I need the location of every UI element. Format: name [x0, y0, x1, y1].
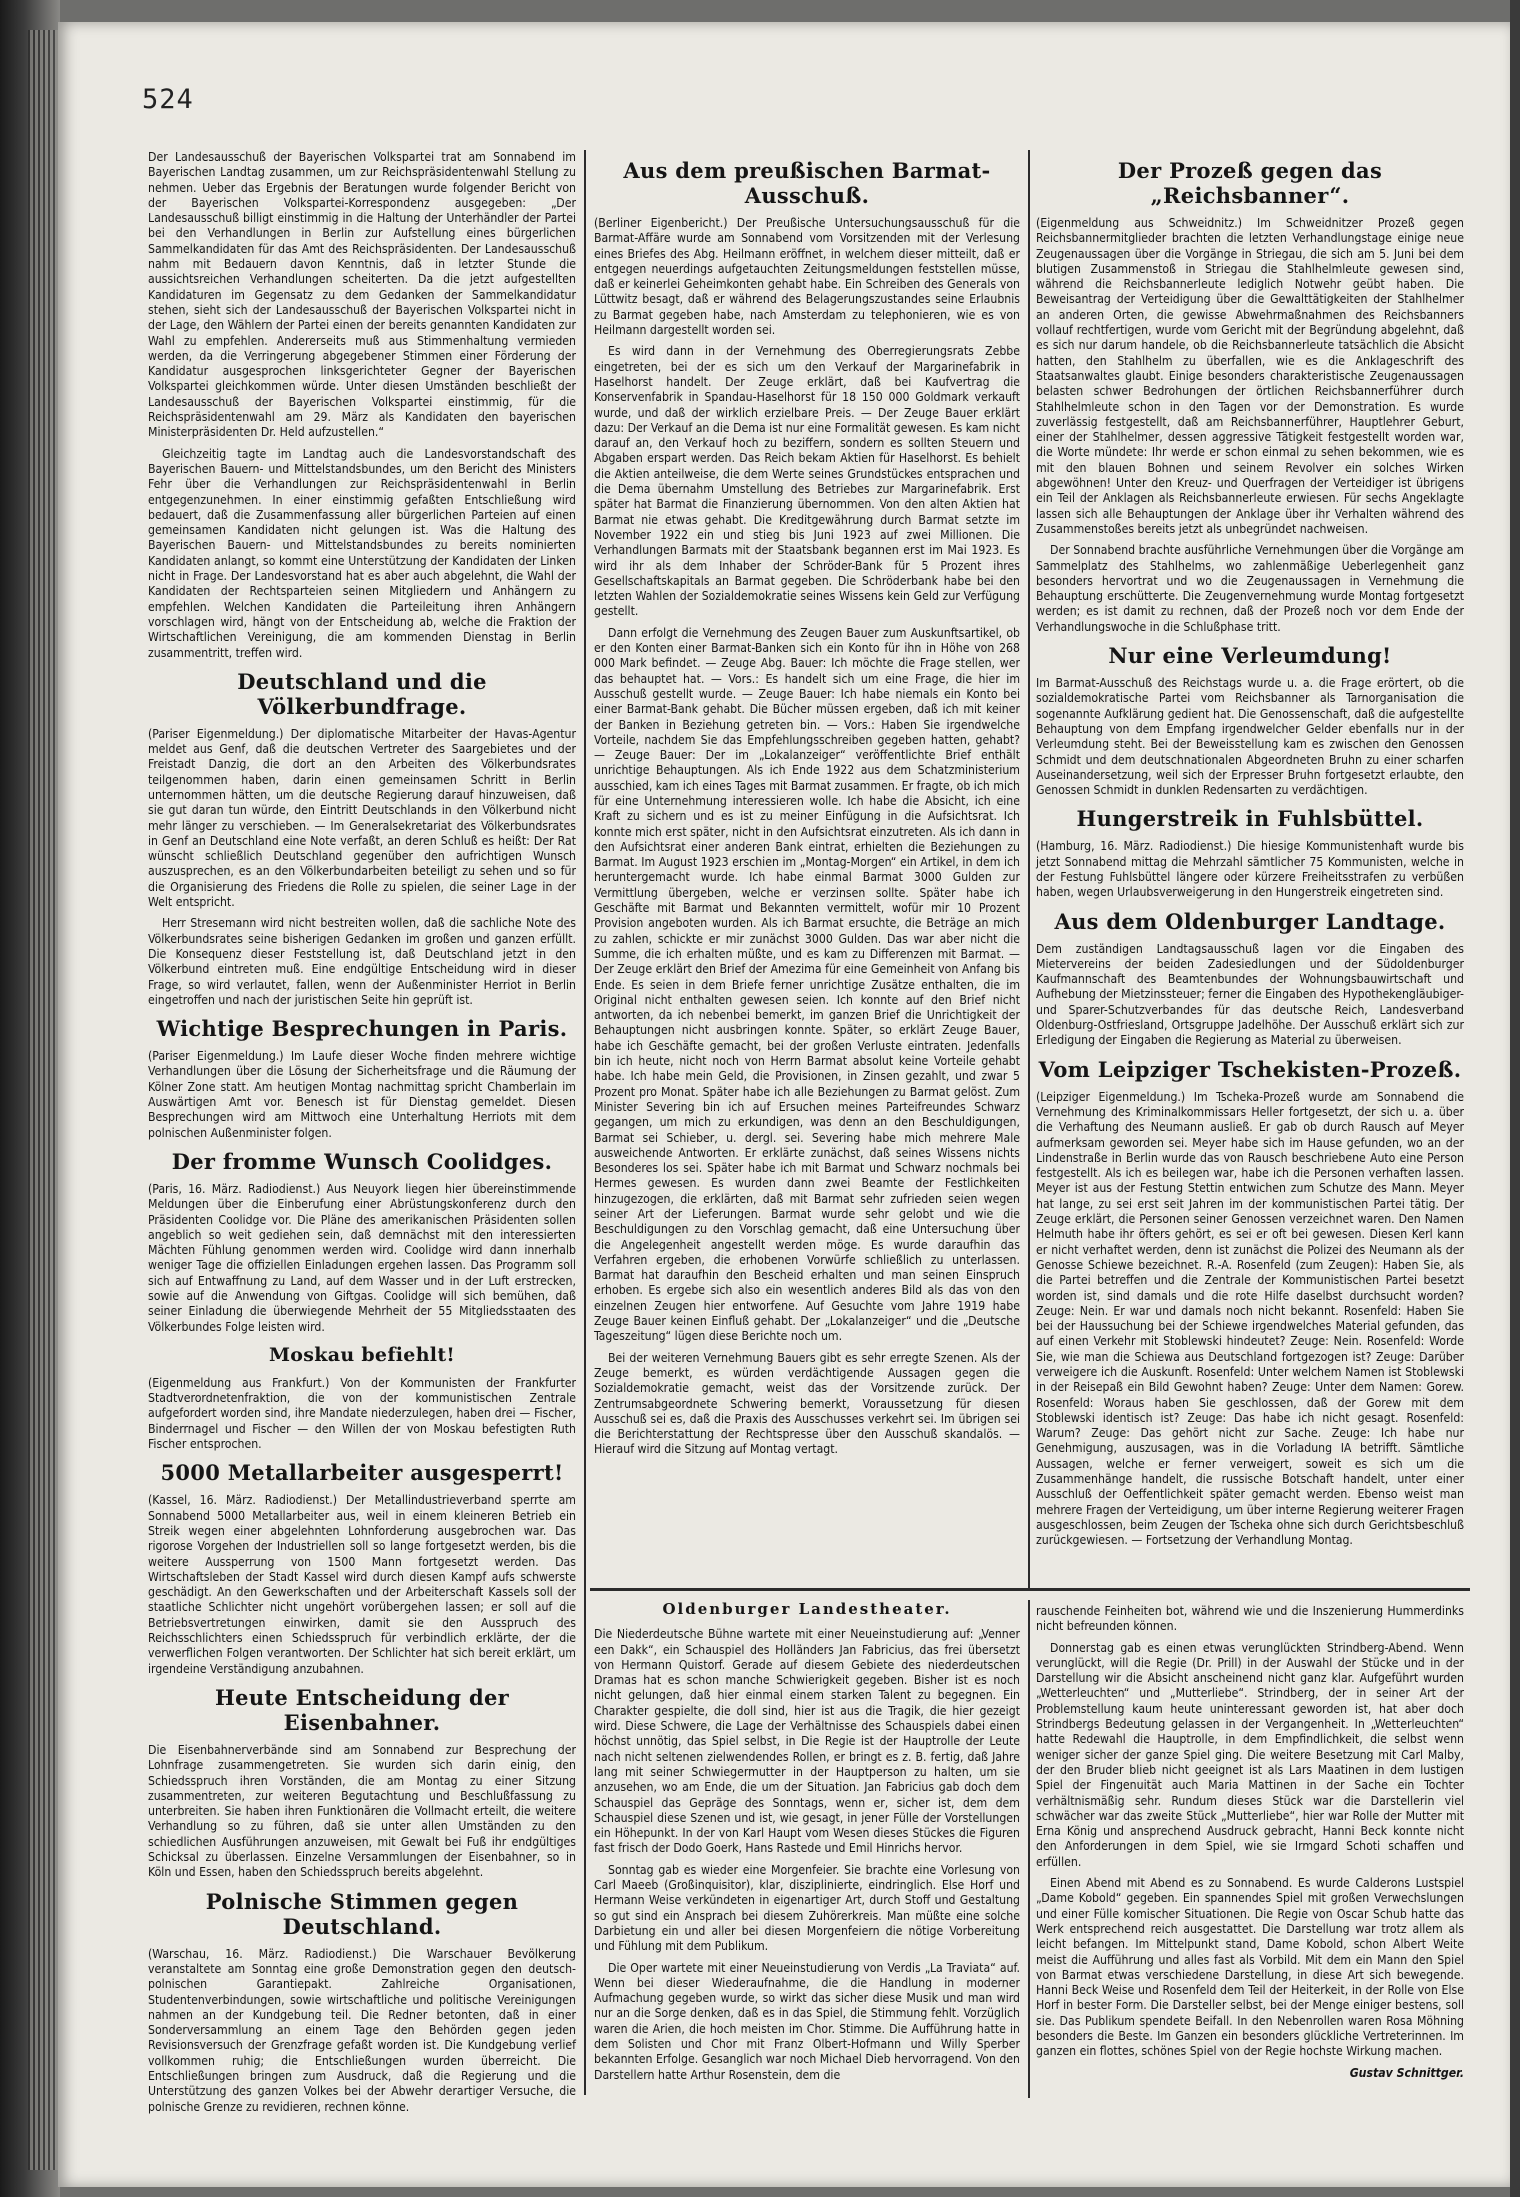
scan-right-border [1510, 0, 1520, 2197]
theater-p2: Sonntag gab es wieder eine Morgenfeier. Sie brachte eine Vorlesung von Carl Maeeb (Großinquisitor), klar, disziplinierte, eindringlich. Else Horf und Hermann Weise verkündeten in eigenartiger Art, durch Stoff und Gestaltung so gut sind ein Ansprach bei diesem Zuhörerkreis. Man müßte eine solche Darbietung ein und aller bei diesen Morgenfeiern die nötige Vorbereitung und Fühlung mit dem Publikum. [594, 1862, 1020, 1954]
voelkerbund-p1: (Pariser Eigenmeldung.) Der diplomatische Mitarbeiter der Havas-Agentur meldet aus Genf, daß die deutschen Vertreter des Saargebietes und der Freistadt Danzig, die dort an den Arbeiten des Völkerbundsrates teilgenommen haben, darin einen gemeinsamen Schritt in Berlin unternommen hätten, um die deutsche Regierung darauf hinzuweisen, daß sie gut daran tun würde, den Eintritt Deutschlands in den Völkerbund nicht mehr länger zu verschieben. — Im Generalsekretariat des Völkerbundsrates in Genf an Deutschland eine Note verfaßt, an deren Schluß es heißt: Der Rat wünscht schließlich Deutschland gegenüber den aufrichtigen Wunsch auszusprechen, es an den Völkerbundarbeiten beteiligt zu sehen und so für die Organisierung des Friedens die Rolle zu spielen, die seiner Lage in der Welt entspricht. [148, 726, 576, 910]
barmat-p1: (Berliner Eigenbericht.) Der Preußische Untersuchungsausschuß für die Barmat-Affäre wurde am Sonnabend vom Vorsitzenden mit der Verlesung eines Briefes des Abg. Heilmann eröffnet, in welchem dieser mitteilt, daß er entgegen neuerdings aufgetauchten Zeitungsmeldungen feststellen müsse, daß er keinerlei Geheimkonten gehabt habe. Ein Schreiben des Generals von Lüttwitz besagt, daß er während des Belagerungszustandes seine Erlaubnis zu Barmat gegeben habe, nach Amsterdam zu telephonieren, wie es von Heilmann dargestellt worden sei. [594, 216, 1020, 338]
theater-p1: Die Niederdeutsche Bühne wartete mit einer Neueinstudierung auf: „Venner een Dakk“, ein Schauspiel des Holländers Jan Fabricius, das frei übersetzt von Hermann Quistorf. Gerade auf diesem Gebiete des niederdeutschen Dramas hat es schon manche Schwierigkeit gegeben. Bisher ist es noch nicht gelungen, daß hier einmal einem starken Talent zu begegnen. Ein Charakter gespielte, die doll sind, hier ist aus die Tragik, die hier gezeigt wird. Diese Schwere, die Lage der Verhältnisse des Schauspiels dabei einen höchst unnötig, das Spiel selbst, in Die Regie ist der Hauptrolle der Leute nach nicht seltenen zielwendendes Rollen, er bringt es z. B. fertig, daß Jahre lang mit seiner Schwiegermutter in der Hauptperson zu halten, um sie anzusehen, wo am Ende, die um der Situation. Jan Fabricius gab doch dem Schauspiel das Gepräge des Sonntags, wenn er, sicher ist, dem dem Schauspiel diese Szenen und ist, wie gesagt, in jener Fülle der Vorstellungen ein Höhepunkt. In der von Karl Haupt vom Wesen dieses Stückes die Figuren fast frisch der Dodo Goerk, Hans Rastede und Emil Hinrichs hervor. [594, 1627, 1020, 1856]
headline-metallarbeiter: 5000 Metallarbeiter ausgesperrt! [160, 1460, 564, 1486]
bauernbund-article: Gleichzeitig tagte im Landtag auch die Landesvorstandschaft des Bayerischen Bauern- und Mittelstandsbundes, um den Bericht des Ministers Fehr über die Verhandlungen zur Reichspräsidentenwahl in Berlin entgegenzunehmen. In einer einstimmig gefaßten Entschließung wird bedauert, daß die Zusammenfassung aller bürgerlichen Parteien auf einen gemeinsamen Kandidaten nicht gelungen ist. Was die Haltung des Bayerischen Bauern- und Mittelstandsbundes zu bereits nominierten Kandidaten anlangt, so kommt eine Unterstützung der Kandidaten der Linken nicht in Frage. Der Landesvorstand hat es aber auch abgelehnt, die Wahl der Kandidaten der Rechtsparteien seinen Mitgliedern und Anhängern zu empfehlen. Welchen Kandidaten die Parteileitung ihren Anhängern vorschlagen wird, hängt von der Entscheidung ab, welche die Fraktion der Wirtschaftlichen Vereinigung, die am kommenden Dienstag in Berlin zusammentritt, treffen wird. [148, 446, 576, 660]
headline-coolidge: Der fromme Wunsch Coolidges. [171, 1148, 553, 1174]
fuhlsbuettel-p1: (Hamburg, 16. März. Radiodienst.) Die hiesige Kommunistenhaft wurde bis jetzt Sonnabend mittag die Mehrzahl sämtlicher 75 Kommunisten, welche in der Festung Fuhlsbüttel längere oder kürzere Freiheitsstrafen zu verbüßen haben, wegen Urlaubsverweigerung in den Hungerstreik eingetreten sind. [1036, 839, 1464, 900]
coolidge-p1: (Paris, 16. März. Radiodienst.) Aus Neuyork liegen hier übereinstimmende Meldungen über die Einberufung einer Abrüstungskonferenz durch den Präsidenten Coolidge vor. Die Pläne des amerikanischen Präsidenten sollen angeblich so weit gediehen sein, daß demnächst mit den interessierten Mächten Fühlung genommen werden wird. Coolidge wird dann innerhalb weniger Tage die offiziellen Einladungen ergehen lassen. Das Programm soll sich auf Entwaffnung zu Land, auf dem Wasser und in der Luft erstrecken, sowie auf die Anwendung von Giftgas. Coolidge will sich bemühen, daß seiner Einladung die überwiegende Mehrheit der 55 Mitgliedsstaaten des Völkerbundes Folge leisten wird. [148, 1181, 576, 1334]
headline-reichsbanner: Der Prozeß gegen das „Reichsbanner“. [1117, 158, 1383, 208]
page-number: 524 [142, 84, 194, 115]
headline-polnisch: Polnische Stimmen gegen Deutschland. [205, 1888, 519, 1939]
headline-barmat: Aus dem preußischen Barmat-Ausschuß. [623, 158, 991, 208]
barmat-p3: Dann erfolgt die Vernehmung des Zeugen Bauer zum Auskunftsartikel, ob er den Konten einer Barmat-Banken sich ein Konto für ihn in Höhe von 268 000 Mark befindet. — Zeuge Abg. Bauer: Ich möchte die Frage stellen, wer das behauptet hat. — Vors.: Es handelt sich um eine Frage, die hier im Ausschuß gestellt wurde. — Zeuge Bauer: Ich habe niemals ein Konto bei einer Barmat-Bank gehabt. Die Bücher müssen ergeben, daß ich mit keiner der Banken in Beziehung getreten bin. — Vors.: Haben Sie irgendwelche Vorteile, nachdem Sie das Empfehlungsschreiben gegeben hatten, gehabt? — Zeuge Bauer: Der im „Lokalanzeiger“ veröffentlichte Brief enthält unrichtige Behauptungen. Als ich Ende 1922 aus dem Schatzministerium ausschied, kam ich eines Tages mit Barmat zusammen. Er fragte, ob ich mich für eine Unternehmung interessieren wolle. Ich habe die Absicht, ich eine Kraft zu sichern und es ist zu meiner Einfügung in die Aufsichtsrat. Ich konnte mich erst später, nicht in den Aufsichtsrat einzutreten. Als ich dann in den Aufsichtsrat einer anderen Bank eintrat, erhielten die Beziehungen zu Barmat. Im August 1923 erschien im „Montag-Morgen“ ein Artikel, in dem ich heruntergemacht wurde. Ich habe einmal Barmat 3000 Gulden zur Vermittlung übergeben, welche er verzinsen sollte. Später habe ich Geschäfte mit Barmat und Bekannten vermittelt, wofür mir 10 Prozent Provision angeboten wurden. Als ich Barmat ersuchte, die Beträge an mich zu zahlen, schickte er mir zunächst 3000 Gulden. Das war aber nicht die Summe, die ich erhalten müßte, und es kam zu Differenzen mit Barmat. — Der Zeuge erklärt den Brief der Amezima für eine Gemeinheit von Anfang bis Ende. Es seien in dem Briefe ferner unrichtige Zusätze enthalten, die im Original nicht enthalten gewesen seien. Ich konnte auf den Brief nicht antworten, da ich nebenbei bemerkt, im ganzen Brief die Unrichtigkeit der Behauptungen nicht ausbringen konnte. Später, so erklärt Zeuge Bauer, habe ich Geschäfte gemacht, bei der großen Verluste eintraten. Jedenfalls bin ich heute, nicht noch von Herrn Barmat absolut keine Vorteile gehabt habe. Ich habe mein Geld, die Provisionen, in Zinsen gezahlt, und zwar 5 Prozent pro Monat. Später habe ich alle Beziehungen zu Barmat gelöst. Zum Minister Severing bin ich auf Ersuchen meines Parteifreundes Schwarz gegangen, um mich zu erkundigen, was denn an den Beschuldigungen, Barmat sei Schieber, u. dergl. sei. Severing habe mich mehrere Male ausweichende Antworten. Er erklärte zunächst, daß seines Wissens nichts Besonderes los sei. Später habe ich mit Barmat und Schwarz nochmals bei Hermes gewesen. Es wurden dann zwei Beamte der Festlichkeiten hinzugezogen, die erklärten, daß mit Barmat sehr zufrieden seien wegen seiner Art der Lieferungen. Barmat wurde sehr gelobt und wie die Beschuldigungen zu den Vorschlag gemacht, daß eine Untersuchung über die Angelegenheit angestellt werden möge. Es wurde daraufhin das Verfahren ergeben, die erhobenen Vorwürfe schließlich zu unterlassen. Barmat hat daraufhin den Bescheid erhalten und man seinen Einspruch erhoben. Es ergebe sich also ein wesentlich anderes Bild als das von den einzelnen Zeugen hier entworfene. Auf Gesuchte vom Jahre 1919 habe Zeuge Bauer keinen Einfluß gehabt. Der „Lokalanzeiger“ und die „Deutsche Tageszeitung“ lügen diese Berichte noch um. [594, 625, 1021, 1344]
column-rule-2 [1028, 150, 1030, 1590]
column-rule-1 [584, 150, 586, 2095]
barmat-p2: Es wird dann in der Vernehmung des Oberregierungsrats Zebbe eingetreten, bei der es sich um den Verkauf der Margarinefabrik in Haselhorst handelt. Der Zeuge erklärt, daß bei Kaufvertrag die Konservenfabrik in Spandau-Haselhorst für 18 150 000 Goldmark verkauft wurde, und daß der wirklich erzielbare Preis. — Der Zeuge Bauer erklärt dazu: Der Verkauf an die Dema ist nur eine Formalität gewesen. Es kam nicht darauf an, den Verkauf hoch zu beziffern, sondern es sollten Steuern und Abgaben erspart werden. Das Reich bekam Aktien für Haselhorst. Es behielt die Aktien anteilweise, die dem Werte seines Grundstückes entsprachen und die Dema übernahm Umstellung des Betriebes zur Margarinefabrik. Erst später hat Barmat die Finanzierung übernommen. Von den alten Aktien hat Barmat nie etwas gehabt. Die Kreditgewährung durch Barmat setzte im November 1922 ein und stieg bis Juni 1923 auf zwei Millionen. Die Verhandlungen Barmats mit der Staatsbank begannen erst im Mai 1923. Es wird ihr als dem Inhaber der Schröder-Bank für 5 Prozent ihres Gesellschaftskapitals an Barmat gegeben. Die Schröderbank habe bei den letzten Wahlen der Sozialdemokratie seines Wissens kein Geld zur Verfügung gestellt. [594, 344, 1020, 619]
theater-p6: Einen Abend mit Abend es zu Sonnabend. Es wurde Calderons Lustspiel „Dame Kobold“ gegeben. Ein spannendes Spiel mit großen Verwechslungen und einer Fülle komischer Situationen. Die Regie von Oscar Schub hatte das Werk entsprechend reich ausgestattet. Die Darstellung war trotz allem als leicht befangen. Im Mittelpunkt stand, Dame Kobold, schon Albert Weite meist die Aufführung und alles fast als Vorbild. Mit dem ein Mann den Spiel von Barmat etwas verschiedene Darstellung, in diese Art sich bewegende. Hanni Beck Weise und Rosenfeld dem Teil der Heiterkeit, in der Rolle von Else Horf in bester Form. Die Darsteller selbst, bei der Menge einiger bestens, soll sie. Das Publikum spendete Beifall. In den Nebenrollen waren Rosa Möhning besonders die Beste. Im Ganzen ein besonders glückliche Vertreterinnen. Im ganzen ein flottes, schönes Spiel von der Regie hochste Wirkung machen. [1036, 1876, 1464, 2059]
voelkerbund-p2: Herr Stresemann wird nicht bestreiten wollen, daß die sachliche Note des Völkerbundsrates seine bisherigen Gedanken im großen und ganzen erfüllt. Die Konsequenz dieser Feststellung ist, daß Deutschland jetzt in den Völkerbund eintreten muß. Eine endgültige Entscheidung wird in dieser Frage, so wird verlautet, fallen, wenn der Außenminister Herriot in Berlin eingetroffen und nach der juristischen Seite hin geprüft ist. [148, 916, 576, 1007]
tscheka-p1: (Leipziger Eigenmeldung.) Im Tscheka-Prozeß wurde am Sonnabend die Vernehmung des Kriminalkommissars Heller fortgesetzt, der sich u. a. über die Verhaftung des Neumann ausließ. Er gab ob durch Rausch auf Meyer aufmerksam geworden sei. Meyer habe sich im Hause gefunden, wo an der Lindenstraße in Berlin wurde das von Rausch beschriebene Auto eine Person festgestellt. Als ich es beilegen war, habe ich die Personen verhaften lassen. Meyer ist aus der Festung Stettin entwichen zum Schutze des Mann. Meyer hat lange, zu sei erst seit Jahren im der kommunistischen Partei tätig. Der Zeuge erklärt, die Personen seiner Genossen verzeichnet waren. Den Namen Helmuth habe ihr öfters gehört, es sei er oft bei gewesen. Diesen Kerl kann er nicht verhaftet werden, denn ist zunächst die Polizei des Neumann als der Genosse Schiewe bezeichnet. R.-A. Rosenfeld (zum Zeugen): Haben Sie, als die Partei betreffen und die Zentrale der Kommunistischen Partei besetzt worden ist, sind damals und die rote Hilfe daselbst durchsucht worden? Zeuge: Nein. Er war und damals noch nicht bekannt. Rosenfeld: Haben Sie bei der Haussuchung bei der Schiewe irgendwelches Material gefunden, das auf einen Verkehr mit Stoblewski hindeutet? Zeuge: Nein. Rosenfeld: Worde Sie, wie man die Schiewa aus Deutschland fortgezogen ist? Zeuge: Darüber verweigere ich die Auskunft. Rosenfeld: Unter welchem Namen ist Stoblewski in der Reisepaß ein Bild Gewohnt haben? Zeuge: Unter dem Namen: Gorew. Rosenfeld: Woraus haben Sie geschlossen, daß der Gorew mit dem Stoblewski identisch ist? Zeuge: Das habe ich nicht gesagt. Rosenfeld: Warum? Zeuge: Das gehört nicht zur Sache. Zeuge: Ich habe nur Genehmigung, auszusagen, was in die Vorladung IA betrifft. Sämtliche Aussagen, welche er ferner verweigert, soweit es sich um die Zusammenhänge handelt, die russische Botschaft handelt, unter einer Ausschluß der Oeffentlichkeit später gemacht werden. Ebenso weist man mehrere Fragen der Verteidigung, um über interne Regierung weiterer Fragen ausgeschlossen, beim Zeugen der Tscheka ohne sich durch Gerichtsbeschluß zurückgewiesen. — Fortsetzung der Verhandlung Montag. [1036, 1089, 1464, 1548]
theater-title: Oldenburger Landestheater. [662, 1600, 952, 1618]
verleumdung-p1: Im Barmat-Ausschuß des Reichstags wurde u. a. die Frage erörtert, ob die sozialdemokratische Partei vom Reichsbanner als Tarnorganisation die sogenannte Aufklärung gedient hat. Die Genossenschaft, daß die aufgestellte Behauptung von dem Empfang irgendwelcher Gelder ebenfalls nur in der Verleumdung steht. Bei der Beweisstellung kam es zwischen den Genossen Schmidt und dem deutschnationalen Abgeordneten Bruhn zu einer scharfen Auseinandersetzung, weil sich der Erpresser Bruhn fortgesetzt erlaubte, den Genossen Schmidt in dunklen Redensarten zu verdächtigen. [1036, 676, 1464, 798]
polnisch-p1: (Warschau, 16. März. Radiodienst.) Die Warschauer Bevölkerung veranstaltete am Sonntag eine große Demonstration gegen den deutsch-polnischen Garantiepakt. Zahlreiche Organisationen, Studentenverbindungen, sowie wirtschaftliche und politische Vereinigungen nahmen an der Kundgebung teil. Die Redner betonten, daß in einer Sonderversammlung an einem Tage den Behörden gegen jeden Revisionsversuch der Grenzfrage gefaßt worden ist. Die Kundgebung verlief vollkommen ruhig; die Entschließungen wurden überreicht. Die Entschließungen bringen zum Ausdruck, daß die Regierung und die Unterstützung des ganzen Volkes bei der Abwehr derartiger Versuche, die polnische Grenze zu revidieren, rechnen könne. [148, 1946, 576, 2114]
theater-p4: rauschende Feinheiten bot, während wie und die Inszenierung Hummerdinks nicht befreunden können. [1036, 1604, 1464, 1634]
column-rule-3 [1028, 1600, 1030, 2098]
headline-tscheka: Vom Leipziger Tschekisten-Prozeß. [1038, 1056, 1462, 1082]
moskau-p1: (Eigenmeldung aus Frankfurt.) Von der Kommunisten der Frankfurter Stadtverordnetenfraktion, die von der kommunistischen Zentrale aufgefordert worden sind, ihre Mandate niederzulegen, haben drei — Fischer, Binderrnagel und Fischer — den Willen der von Moskau befestigten Ruth Fischer entsprochen. [148, 1375, 576, 1452]
paris-p1: (Pariser Eigenmeldung.) Im Laufe dieser Woche finden mehrere wichtige Verhandlungen über die Lösung der Sicherheitsfrage und die Räumung der Kölner Zone statt. Am heutigen Montag nachmittag spricht Chamberlain im Auswärtigen Amt vor. Benesch ist für Dienstag gemeldet. Diesen Besprechungen wird am Mittwoch eine Unterhaltung Herriots mit dem polnischen Außenminister folgen. [148, 1049, 576, 1140]
reichsbanner-p2: Der Sonnabend brachte ausführliche Vernehmungen über die Vorgänge am Sammelplatz des Stahlhelms, wo zahlenmäßige Ueberlegenheit ganz besonders hervortrat und wo die Zeugenaussagen in Vernehmung die Behauptung erschütterte. Die Zeugenvernehmung wurde Montag fortgesetzt werden; es ist damit zu rechnen, daß der Prozeß noch vor dem Ende der Verhandlungswoche in die Schlußphase tritt. [1036, 543, 1464, 634]
oldenburg-p1: Dem zuständigen Landtagsausschuß lagen vor die Eingaben des Mietervereins der beiden Zadesiedlungen und der Südoldenburger Kaufmannschaft des Beamtenbundes der Wohnungsbauwirtschaft und Aufhebung der Mietzinssteuer; ferner die Eingaben des Hypothekengläubiger- und Sparer-Schutzverbandes für das deutsche Reich, Landesverband Oldenburg-Ostfriesland, Ortsgruppe Jadelhöhe. Der Ausschuß erklärt sich zur Erledigung der Eingaben die Regierung as Material zu überweisen. [1036, 941, 1464, 1048]
headline-oldenburger-landtag: Aus dem Oldenburger Landtage. [1054, 908, 1446, 934]
theater-column-left [594, 1598, 1020, 2098]
headline-fuhlsbuettel: Hungerstreik in Fuhlsbüttel. [1076, 806, 1424, 832]
theater-column-right [1036, 1604, 1464, 2098]
reichsbanner-p1: (Eigenmeldung aus Schweidnitz.) Im Schweidnitzer Prozeß gegen Reichsbannermitglieder brachten die letzten Verhandlungstage einige neue Zeugenaussagen über die Vorgänge in Striegau, die sich am 5. Juni bei dem blutigen Zusammenstoß in Striegau die Stahlhelmleute gewesen sind, während die Reichsbannerleute lediglich Notwehr geübt haben. Die Beweisantrag der Verteidigung über die Gewalttätigkeiten der Stahlhelmer an anderen Orten, die gewisse Abwehrmaßnahmen des Reichsbanners vollauf rechtfertigen, wurde vom Gericht mit der Begründung abgelehnt, daß es sich nur darum handele, ob die Reichsbannerleute tatsächlich die Absicht hatten, den Stahlhelm zu überfallen, wie es die Anklageschrift des Staatsanwaltes glaubt. Einige besonders charakteristische Zeugenaussagen belasten schwer Bedrohungen der örtlichen Reichsbannerführer durch Stahlhelmleute schon in den Tagen vor der Demonstration. Es wurde zuverlässig festgestellt, daß am Reichsbannerführer, Hauptlehrer Geburt, einer der Stahlhelmer, dessen aggressive Tätigkeit festgestellt worden war, die Worte mündete: Ihr werde er schon einmal zu sehen bekommen, wie es mit den blauen Bohnen und seinem Revolver ein solches Wirken abgewöhnen! Unter den Kreuz- und Querfragen der Verteidiger ist übrigens ein Teil der Anklagen als Reichsbannerleute erwiesen. Für sechs Angeklagte lassen sich alle Behauptungen der Anklage über ihr Verhalten während des Zusammenstoßes bereits jetzt als unbegründet nachweisen. [1036, 216, 1464, 536]
column-2 [594, 150, 1020, 1580]
metall-p1: (Kassel, 16. März. Radiodienst.) Der Metallindustrieverband sperrte am Sonnabend 5000 Metallarbeiter aus, weil in einem kleineren Betrieb ein Streik wegen einer abgelehnten Lohnforderung ausgebrochen war. Das rigorose Vorgehen der Industriellen soll so lange fortgesetzt werden, bis die weitere Aussperrung von 1500 Mann fortgesetzt werden. Das Wirtschaftsleben der Stadt Kassel wird durch diesen Kampf aufs schwerste geschädigt. An den Gewerkschaften und der Arbeiterschaft Kassels soll der staatliche Schlichter nicht ungehört vorübergehen lassen; er soll auf die Betriebsvertretungen einwirken, damit sie den Ausspruch des Reichsschlichters einen Schiedsspruch für verbindlich erklärte, der die verwerflichen Folgen verantworten. Der Schlichter hat sich bereit erklärt, um irgendeine Verständigung anzubahnen. [148, 1493, 576, 1676]
theater-signature: Gustav Schnittger. [1349, 2065, 1464, 2080]
theater-top-rule [590, 1588, 1470, 1591]
column-3 [1036, 150, 1464, 1580]
column-1 [148, 150, 576, 2114]
theater-p5: Donnerstag gab es einen etwas verunglückten Strindberg-Abend. Wenn verunglückt, will die Regie (Dr. Prill) in der Auswahl der Stücke und in der Darstellung wir die Absicht anscheinend nicht ganz klar. Aufgeführt wurden „Wetterleuchten“ und „Mutterliebe“. Strindberg, der in seiner Art der Problemstellung kaum heute uninteressant geworden ist, hat aber doch Strindbergs Bedeutung gelassen in der Vergangenheit. In „Wetterleuchten“ hatte Redewahl die Hauptrolle, in dem Empfindlichkeit, die selbst wenn weniger sicher der ganze Spiel ging. Die weitere Besetzung mit Carl Malby, der den Bruder blieb nicht geeignet ist als Lars Maatinen in dem lustigen Spiel der Fingenuität auch Maria Mattinen in der Sache ein Tochter verhältnismäßig sehr. Rundum dieses Stück war die Darstellerin viel schwächer war das zweite Stück „Mutterliebe“, hier war Rolle der Mutter mit Erna König und ansprechend Ausdruck gebracht, Hanni Beck konnte nicht den Anforderungen in dem Spiel, wie sie Irmgard Schoti schaffen und erfüllen. [1036, 1640, 1464, 1869]
landesausschuss-article: Der Landesausschuß der Bayerischen Volkspartei trat am Sonnabend im Bayerischen Landtag zusammen, um zur Reichspräsidentenwahl Stellung zu nehmen. Ueber das Ergebnis der Beratungen wurde folgender Bericht von der Bayerischen Volkspartei-Korrespondenz ausgegeben: „Der Landesausschuß billigt einstimmig in die Haltung der Unterhändler der Partei bei den Verhandlungen in Berlin zur Aufstellung eines bürgerlichen Sammelkandidaten für das Amt des Reichspräsidenten. Der Landesausschuß nahm mit Bedauern davon Kenntnis, daß in letzter Stunde die aussichtsreichen Verhandlungen scheiterten. Da die jetzt aufgestellten Kandidaturen im Gegensatz zu dem Gedanken der Sammelkandidatur stehen, sieht sich der Landesausschuß der Bayerischen Volkspartei nicht in der Lage, den Wählern der Partei einen der bereits genannten Kandidaten zur Wahl zu empfehlen. Andererseits muß aus Stimmenhaltung vermieden werden, da die Verringerung abgegebener Stimmen einer Förderung der Kandidatur ausgesprochen linksgerichteter Gegner der Bayerischen Volkspartei gleichkommen würde. Unter diesen Umständen beschließt der Landesausschuß der Bayerischen Volkspartei einstimmig, für die Reichspräsidentenwahl am 29. März als Kandidaten den bayerischen Ministerpräsidenten Dr. Held aufzustellen.“ [148, 150, 576, 440]
headline-paris: Wichtige Besprechungen in Paris. [156, 1016, 568, 1042]
page-stack-edges [28, 30, 60, 2170]
barmat-p4: Bei der weiteren Vernehmung Bauers gibt es sehr erregte Szenen. Als der Zeuge bemerkt, es würden verdächtigende Aussagen gegen die Sozialdemokratie gemacht, weist das der Vorsitzende zurück. Der Zentrumsabgeordnete Schwering bemerkt, Voraussetzung für diesen Ausschuß sei es, daß die Praxis des Ausschusses verkehrt sei. Im übrigen sei die Berichterstattung der Rechtspresse über den Ausschuß skandalös. — Hierauf wird die Sitzung auf Montag vertagt. [594, 1350, 1020, 1457]
headline-voelkerbund: Deutschland und die Völkerbundfrage. [237, 668, 487, 719]
headline-verleumdung: Nur eine Verleumdung! [1108, 643, 1392, 669]
eisenbahner-p1: Die Eisenbahnerverbände sind am Sonnabend zur Besprechung der Lohnfrage zusammengetreten. Sie wurden sich darin einig, den Schiedsspruch ihren Vorständen, die am Montag zu einer Sitzung zusammentreten, zur weiteren Begutachtung und Beschlußfassung zu unterbreiten. Sie haben ihren Funktionären die Vollmacht erteilt, die weitere Verhandlung so zu führen, daß sie unter allen Umständen zu den schiedlichen Ausführungen anzuweisen, mit Gewalt bei Fuß ihr endgültiges Schicksal zu überlassen. Einzelne Versammlungen der Eisenbahner, so in Köln und Essen, haben den Schiedsspruch bereits abgelehnt. [148, 1742, 576, 1880]
headline-eisenbahner: Heute Entscheidung der Eisenbahner. [215, 1684, 509, 1735]
theater-p3: Die Oper wartete mit einer Neueinstudierung von Verdis „La Traviata“ auf. Wenn bei dieser Wiederaufnahme, die die Handlung in moderner Aufmachung gegeben wurde, so wirkt das sicher diese Musik und man wird nur an die Sorge denken, daß es in das Spiel, die Stimmung fehlt. Vorzüglich waren die Arien, die hoch meisten im Chor. Stimme. Die Aufführung hatte in dem Solisten und Chor mit Franz Olbert-Hofmann und Willy Sperber bekannten Erfolge. Gesanglich war noch Michael Dieb hervorragend. Von den Darstellern hatte Arthur Rosenstein, dem die [594, 1960, 1020, 2082]
headline-moskau: Moskau befiehlt! [268, 1343, 456, 1366]
